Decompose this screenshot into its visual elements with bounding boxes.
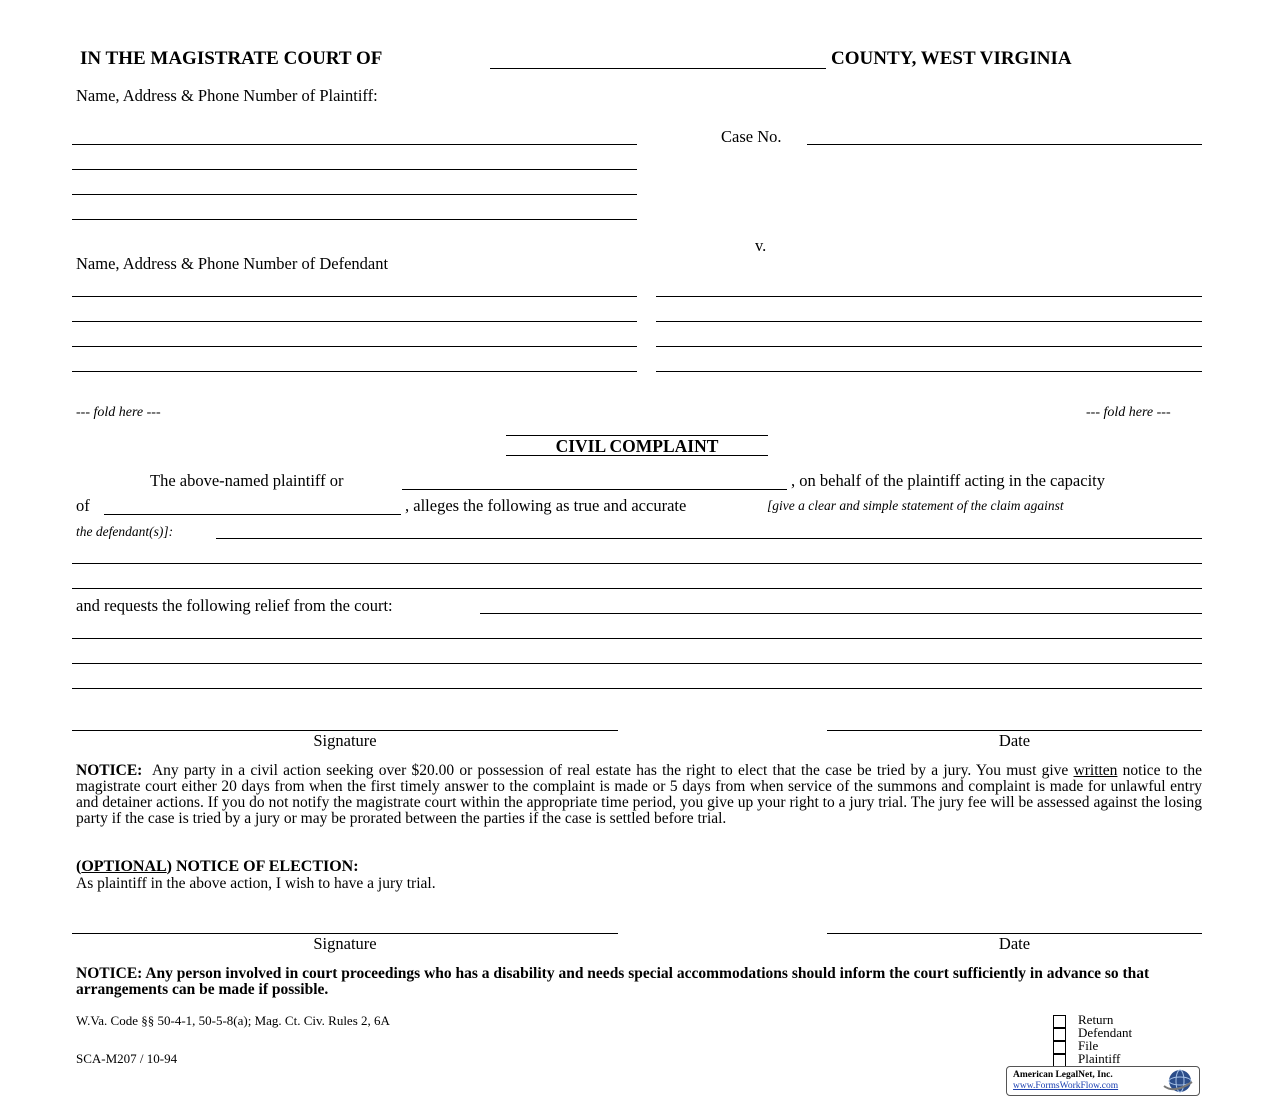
- plaintiff-label: Name, Address & Phone Number of Plaintiff:: [76, 86, 378, 105]
- jury-notice-heading: NOTICE:: [76, 762, 143, 779]
- defendant-left-line-2[interactable]: [72, 321, 637, 322]
- claim-line-3[interactable]: [72, 588, 1202, 589]
- county-suffix: COUNTY, WEST VIRGINIA: [831, 48, 1072, 69]
- defendant-label: Name, Address & Phone Number of Defendant: [76, 254, 389, 273]
- defendant-right-line-3[interactable]: [656, 346, 1202, 347]
- jury-notice-underlined: written: [1073, 762, 1118, 779]
- versus-label: v.: [755, 236, 767, 255]
- plaintiff-line-4[interactable]: [72, 219, 637, 220]
- relief-label: and requests the following relief from the court:: [76, 596, 393, 615]
- return-label: Return: [1078, 1012, 1114, 1027]
- form-number: SCA-M207 / 10-94: [76, 1051, 178, 1066]
- return-checkbox[interactable]: [1053, 1015, 1066, 1028]
- signature-label-1: Signature: [313, 731, 377, 750]
- title-rule-bottom: [506, 455, 768, 456]
- jury-notice-text-2: notice to the magistrate court either 20 days from when the first timely answer to the complaint is made or 5 days from when service of the summons and complaint is made for unlawful entry and detainer actions. If you do not notify the magistrate court within the appropriate time period, you give up your right to a jury trial. The jury fee will be assessed against the losing party if the case is tried by a jury or may be prorated between the parties if the case is settled before trial.: [76, 762, 1202, 827]
- body-line1-start: The above-named plaintiff or: [150, 471, 344, 490]
- defendant-right-line-1[interactable]: [656, 296, 1202, 297]
- form-title: CIVIL COMPLAINT: [555, 436, 719, 456]
- body-line2-italic: [give a clear and simple statement of the claim against: [767, 498, 1064, 513]
- election-heading-rest: ) NOTICE OF ELECTION:: [166, 858, 359, 875]
- jury-notice-text-1: Any party in a civil action seeking over $20.00 or possession of real estate has the right to elect that the case be tried by a jury. You must give: [151, 762, 1069, 779]
- body-line2-middle: , alleges the following as true and accurate: [405, 496, 687, 515]
- date-label-2: Date: [998, 934, 1031, 953]
- relief-line-3[interactable]: [72, 663, 1202, 664]
- logo-url[interactable]: www.FormsWorkFlow.com: [1013, 1081, 1119, 1091]
- globe-icon: [1160, 1068, 1196, 1094]
- plaintiff-line-2[interactable]: [72, 169, 637, 170]
- body-line3-italic: the defendant(s)]:: [76, 524, 174, 539]
- file-checkbox[interactable]: [1053, 1041, 1066, 1054]
- case-no-line[interactable]: [807, 144, 1202, 145]
- election-heading: [76, 858, 359, 876]
- relief-line-4[interactable]: [72, 688, 1202, 689]
- claim-line-2[interactable]: [72, 563, 1202, 564]
- defendant-copy-label: Defendant: [1078, 1025, 1133, 1040]
- election-text: As plaintiff in the above action, I wish to have a jury trial.: [76, 875, 436, 892]
- county-name-line[interactable]: [490, 68, 826, 69]
- election-open-paren: (: [76, 858, 82, 875]
- fold-mark-left: --- fold here ---: [76, 405, 161, 420]
- file-label: File: [1078, 1038, 1099, 1053]
- body-line1-end: , on behalf of the plaintiff acting in the capacity: [791, 471, 1105, 490]
- defendant-right-line-2[interactable]: [656, 321, 1202, 322]
- defendant-checkbox[interactable]: [1053, 1028, 1066, 1041]
- fold-mark-right: --- fold here ---: [1086, 405, 1171, 420]
- case-no-label: Case No.: [721, 127, 782, 146]
- relief-line-2[interactable]: [72, 638, 1202, 639]
- court-prefix: IN THE MAGISTRATE COURT OF: [80, 48, 383, 69]
- capacity-line[interactable]: [104, 514, 401, 515]
- jury-notice: [76, 763, 1202, 827]
- defendant-right-line-4[interactable]: [656, 371, 1202, 372]
- relief-line-1[interactable]: [480, 613, 1202, 614]
- defendant-left-line-4[interactable]: [72, 371, 637, 372]
- claim-line-1[interactable]: [216, 538, 1202, 539]
- plaintiff-line-1[interactable]: [72, 144, 637, 145]
- election-optional: OPTIONAL: [81, 858, 167, 875]
- statute-citation: W.Va. Code §§ 50-4-1, 50-5-8(a); Mag. Ct. Civ. Rules 2, 6A: [76, 1013, 390, 1028]
- date-label-1: Date: [998, 731, 1031, 750]
- plaintiff-line-3[interactable]: [72, 194, 637, 195]
- accommodation-notice: NOTICE: Any person involved in court proceedings who has a disability and needs special accommodations should inform the court sufficiently in advance so that arrangements can be made if possible.: [76, 965, 1150, 998]
- defendant-left-line-1[interactable]: [72, 296, 637, 297]
- body-line2-start: of: [76, 496, 90, 515]
- american-legalnet-logo[interactable]: [1006, 1066, 1200, 1096]
- plaintiff-copy-label: Plaintiff: [1078, 1051, 1121, 1066]
- agent-name-line[interactable]: [402, 489, 787, 490]
- defendant-left-line-3[interactable]: [72, 346, 637, 347]
- signature-label-2: Signature: [313, 934, 377, 953]
- logo-company: American LegalNet, Inc.: [1013, 1070, 1113, 1080]
